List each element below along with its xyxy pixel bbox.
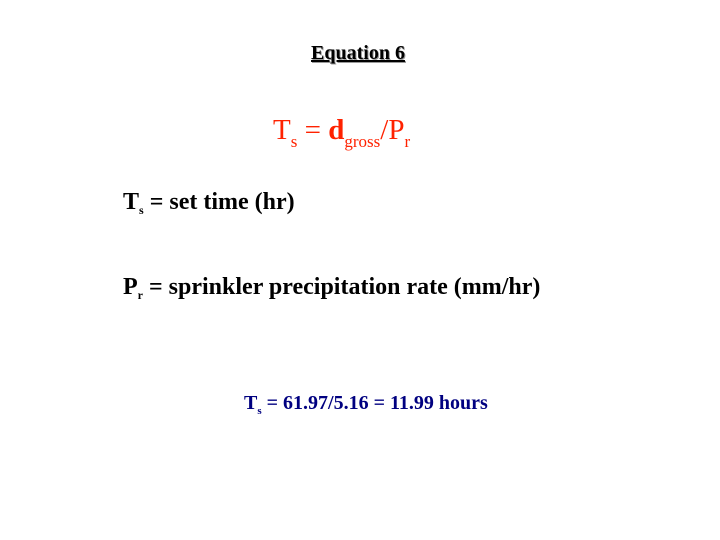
equation-formula [273, 114, 411, 151]
formula-pr-subscript: r [404, 132, 411, 151]
definition-symbol: T [123, 189, 140, 215]
definition-symbol: P [123, 274, 138, 300]
calculation-subscript: s [257, 405, 262, 417]
definition-set-time [123, 189, 295, 216]
definition-text: = set time (hr) [143, 189, 295, 215]
definition-text: = sprinkler precipitation rate (mm/hr) [143, 274, 541, 300]
definition-subscript: s [139, 203, 144, 217]
definition-precipitation-rate [123, 274, 540, 301]
formula-ts-subscript: s [290, 132, 298, 151]
calculation-symbol: T [244, 392, 258, 414]
formula-pr-symbol: P [388, 114, 405, 146]
formula-d-subscript: gross [344, 132, 381, 151]
formula-equals: = [297, 114, 329, 146]
equation-heading: Equation 6 [311, 42, 405, 64]
formula-slash: / [380, 114, 389, 146]
definition-subscript: r [137, 288, 143, 302]
calculation-result [244, 392, 488, 415]
formula-ts-symbol: T [273, 114, 291, 146]
calculation-text: = 61.97/5.16 = 11.99 hours [261, 392, 488, 414]
formula-d-symbol: d [328, 114, 345, 146]
